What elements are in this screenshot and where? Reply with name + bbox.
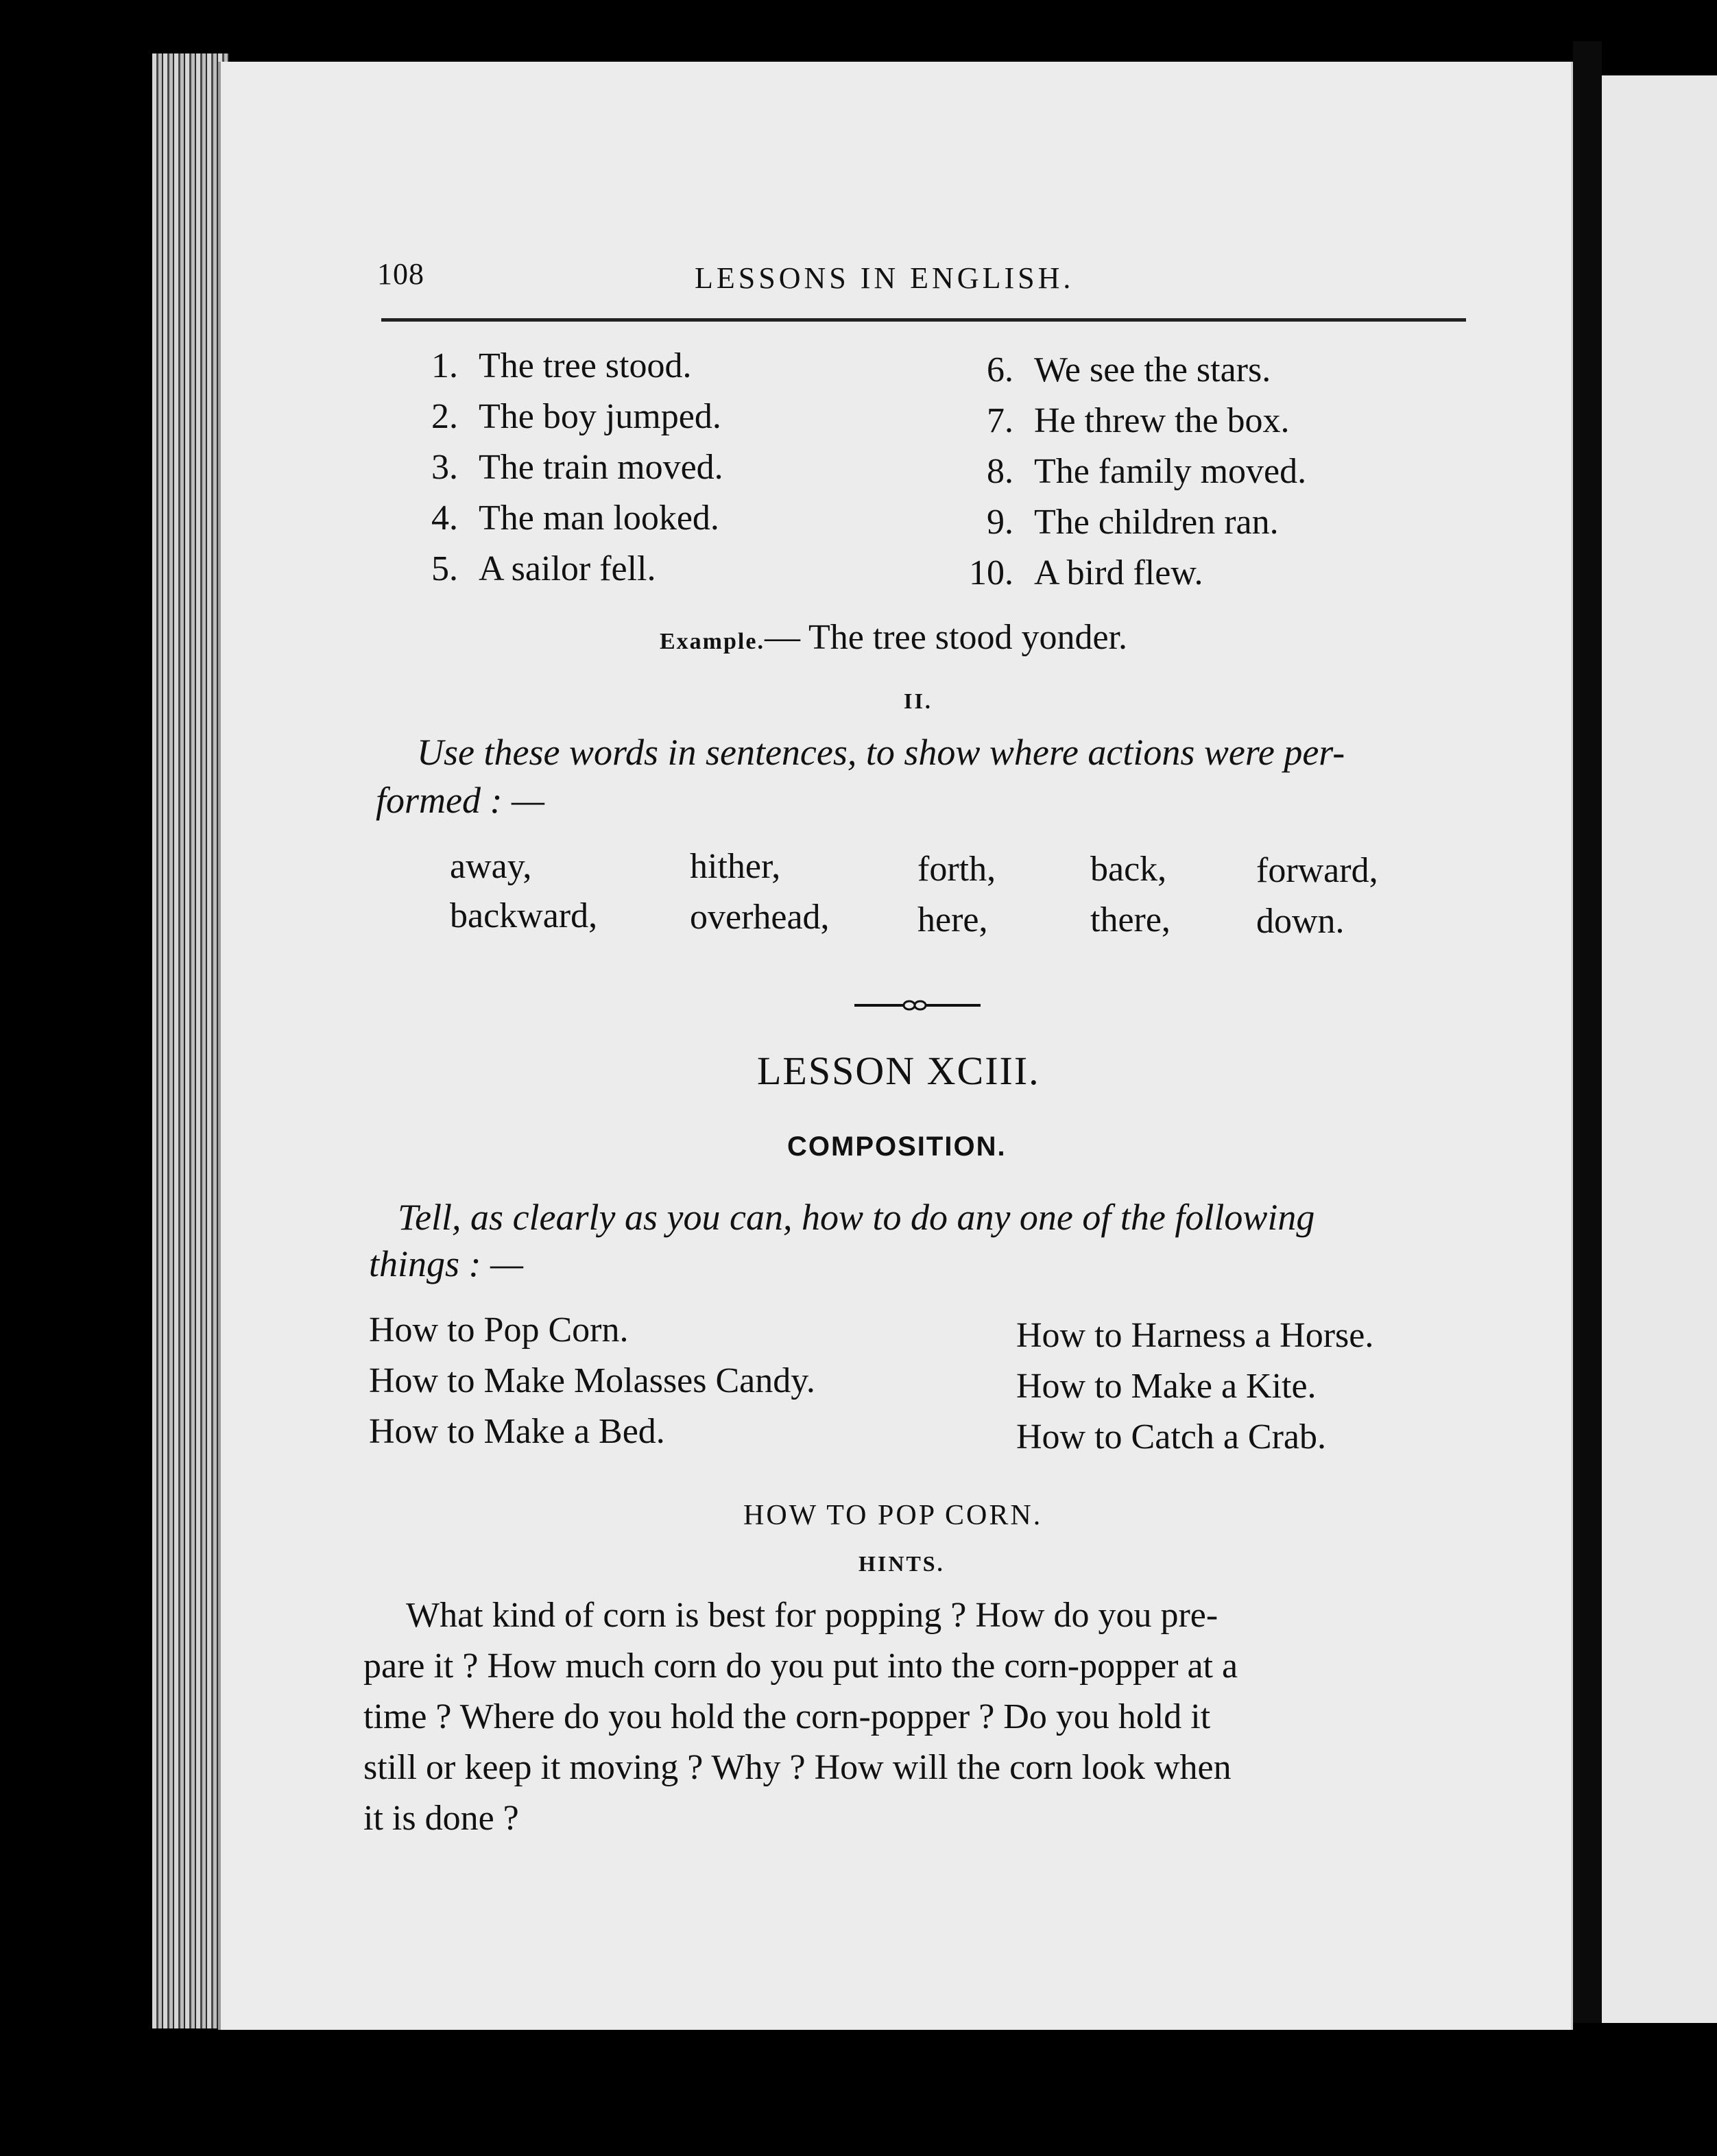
instruction-line: formed : —: [376, 780, 544, 821]
task-item: How to Make a Kite.: [1016, 1367, 1317, 1406]
lesson-subtitle: COMPOSITION.: [787, 1131, 1007, 1162]
sentence-text: He threw the box.: [1034, 401, 1290, 440]
sentence-text: A sailor fell.: [479, 549, 656, 588]
paragraph-line: pare it ? How much corn do you put into the corn-popper at a: [363, 1646, 1238, 1686]
section-numeral: II.: [904, 688, 933, 713]
sentence-item: [405, 498, 719, 538]
sentence-text: The man looked.: [479, 499, 719, 538]
sentence-number: 1.: [431, 346, 458, 385]
task-item: How to Make a Bed.: [369, 1412, 665, 1451]
instruction-line: things : —: [369, 1243, 524, 1284]
sentence-item: [405, 396, 721, 437]
example-label: Example.: [660, 629, 765, 654]
example-text: — The tree stood yonder.: [764, 618, 1127, 657]
book-spine: [1573, 41, 1602, 2023]
word-item: here,: [917, 900, 988, 939]
paragraph-line: time ? Where do you hold the corn-popper ? Do you hold it: [363, 1697, 1211, 1736]
section-divider-ornament: [854, 998, 981, 1012]
sentence-number: 4.: [431, 499, 458, 538]
word-item: forward,: [1256, 851, 1378, 890]
sentence-number: 6.: [987, 350, 1013, 390]
running-title: LESSONS IN ENGLISH.: [695, 261, 1074, 295]
sentence-number: 9.: [987, 503, 1013, 542]
sentence-text: The train moved.: [479, 448, 723, 487]
task-item: How to Make Molasses Candy.: [369, 1361, 815, 1400]
sentence-text: The boy jumped.: [479, 397, 721, 436]
page-number: 108: [377, 257, 424, 291]
sentence-number: 8.: [987, 452, 1013, 491]
sentence-item: [960, 350, 1271, 390]
lesson-title: LESSON XCIII.: [757, 1049, 1040, 1093]
subsection-heading: HOW TO POP CORN.: [743, 1500, 1043, 1531]
sentence-text: A bird flew.: [1034, 553, 1203, 592]
word-item: forth,: [917, 850, 996, 889]
example-line: [660, 617, 1127, 658]
sentence-number: 2.: [431, 397, 458, 436]
sentence-number: 3.: [431, 448, 458, 487]
sentence-item: [960, 502, 1279, 542]
sentence-number: 5.: [431, 549, 458, 588]
instruction-line: Use these words in sentences, to show where actions were per-: [417, 732, 1345, 773]
sentence-text: We see the stars.: [1034, 350, 1271, 390]
sentence-item: [405, 346, 691, 386]
paragraph-line: it is done ?: [363, 1799, 519, 1838]
sentence-number: 7.: [987, 401, 1013, 440]
task-item: How to Harness a Horse.: [1016, 1316, 1374, 1355]
word-item: overhead,: [690, 898, 830, 937]
sentence-item: [405, 447, 723, 488]
sentence-text: The children ran.: [1034, 503, 1279, 542]
sentence-item: [960, 553, 1203, 593]
word-item: hither,: [690, 847, 781, 886]
word-item: away,: [450, 847, 532, 886]
word-item: down.: [1256, 902, 1345, 941]
word-item: there,: [1090, 900, 1170, 939]
sentence-item: [405, 549, 656, 589]
paragraph-line: What kind of corn is best for popping ? How do you pre-: [406, 1596, 1218, 1635]
sentence-text: The tree stood.: [479, 346, 692, 385]
sentence-number: 10.: [969, 553, 1013, 592]
hints-label: HINTS.: [858, 1551, 945, 1576]
word-item: back,: [1090, 850, 1167, 889]
paragraph-line: still or keep it moving ? Why ? How will the corn look when: [363, 1748, 1232, 1787]
task-item: How to Pop Corn.: [369, 1310, 629, 1350]
sentence-item: [960, 451, 1306, 492]
header-rule: [381, 318, 1466, 322]
sentence-item: [960, 400, 1290, 441]
word-item: backward,: [450, 896, 598, 935]
task-item: How to Catch a Crab.: [1016, 1417, 1327, 1457]
sentence-text: The family moved.: [1034, 452, 1307, 491]
facing-page: [1602, 75, 1717, 2023]
instruction-line: Tell, as clearly as you can, how to do any one of the following: [398, 1197, 1315, 1238]
